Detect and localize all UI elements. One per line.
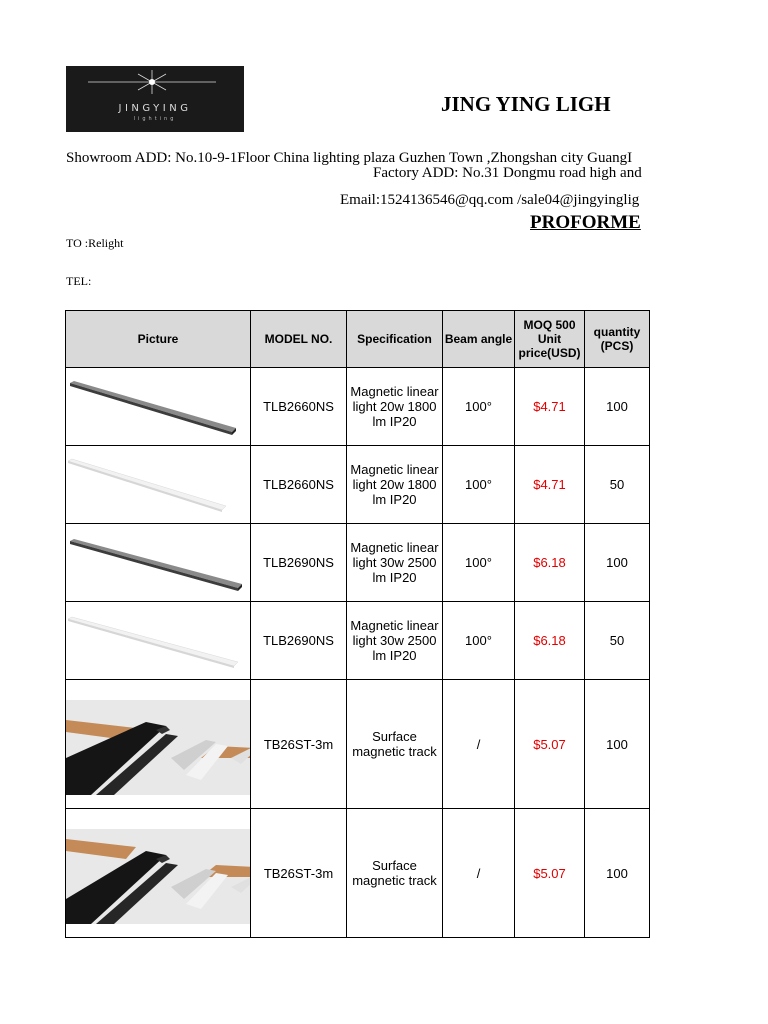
factory-address: Factory ADD: No.31 Dongmu road high and — [373, 165, 642, 181]
document-title-row — [0, 212, 651, 236]
table-row — [66, 524, 650, 602]
model-cell: TLB2690NS — [251, 602, 347, 680]
picture-cell — [66, 368, 251, 446]
table-row — [66, 446, 650, 524]
model-cell: TB26ST-3m — [251, 809, 347, 938]
header-quantity: quantity (PCS) — [585, 311, 650, 368]
picture-cell — [66, 602, 251, 680]
price-cell: $6.18 — [515, 602, 585, 680]
qty-cell: 100 — [585, 368, 650, 446]
spec-cell: Surface magnetic track — [347, 809, 443, 938]
spec-cell: Surface magnetic track — [347, 680, 443, 809]
logo-subtext: lighting — [133, 116, 177, 122]
logo-wordmark: JINGYING — [118, 103, 192, 114]
qty-cell: 50 — [585, 602, 650, 680]
factory-address-row — [0, 165, 651, 185]
header-spec: Specification — [347, 311, 443, 368]
beam-cell: / — [443, 680, 515, 809]
header-unit-price: MOQ 500 Unit price(USD) — [515, 311, 585, 368]
white-linear-light-icon — [66, 446, 250, 523]
spec-cell: Magnetic linear light 30w 2500 lm IP20 — [347, 602, 443, 680]
grey-linear-light-icon — [66, 524, 250, 601]
qty-cell: 100 — [585, 524, 650, 602]
qty-cell: 100 — [585, 809, 650, 938]
table-header-row — [66, 311, 650, 368]
company-name-row — [0, 92, 651, 122]
model-cell: TLB2660NS — [251, 368, 347, 446]
table-row — [66, 602, 650, 680]
beam-cell: 100° — [443, 602, 515, 680]
header-model: MODEL NO. — [251, 311, 347, 368]
table-row — [66, 680, 650, 809]
qty-cell: 50 — [585, 446, 650, 524]
header-picture: Picture — [66, 311, 251, 368]
picture-cell — [66, 680, 251, 809]
qty-cell: 100 — [585, 680, 650, 809]
spec-cell: Magnetic linear light 20w 1800 lm IP20 — [347, 368, 443, 446]
price-cell: $5.07 — [515, 809, 585, 938]
spec-cell: Magnetic linear light 20w 1800 lm IP20 — [347, 446, 443, 524]
price-cell: $6.18 — [515, 524, 585, 602]
items-table — [65, 310, 650, 938]
spec-cell: Magnetic linear light 30w 2500 lm IP20 — [347, 524, 443, 602]
showroom-address: Showroom ADD: No.10-9-1Floor China lighting plaza Guzhen Town ,Zhongshan city GuangI — [66, 150, 633, 166]
beam-cell: 100° — [443, 446, 515, 524]
price-cell: $4.71 — [515, 446, 585, 524]
company-name: JING YING LIGH — [441, 92, 611, 116]
email-row — [0, 192, 651, 212]
grey-linear-light-icon — [66, 368, 250, 445]
email-address: Email:1524136546@qq.com /sale04@jingyinglig — [340, 192, 640, 208]
document-title: PROFORME — [530, 212, 641, 233]
white-linear-light-icon — [66, 602, 250, 679]
picture-cell — [66, 446, 251, 524]
recipient-tel: TEL: — [66, 274, 92, 288]
table-row — [66, 809, 650, 938]
model-cell: TLB2690NS — [251, 524, 347, 602]
magnetic-track-photo-icon — [66, 829, 250, 938]
table-row — [66, 368, 650, 446]
price-cell: $4.71 — [515, 368, 585, 446]
picture-cell — [66, 809, 251, 938]
model-cell: TB26ST-3m — [251, 680, 347, 809]
picture-cell — [66, 524, 251, 602]
magnetic-track-photo-icon — [66, 700, 250, 809]
header-beam-angle: Beam angle — [443, 311, 515, 368]
beam-cell: 100° — [443, 524, 515, 602]
recipient-to: TO :Relight — [66, 236, 124, 250]
model-cell: TLB2660NS — [251, 446, 347, 524]
beam-cell: / — [443, 809, 515, 938]
price-cell: $5.07 — [515, 680, 585, 809]
beam-cell: 100° — [443, 368, 515, 446]
